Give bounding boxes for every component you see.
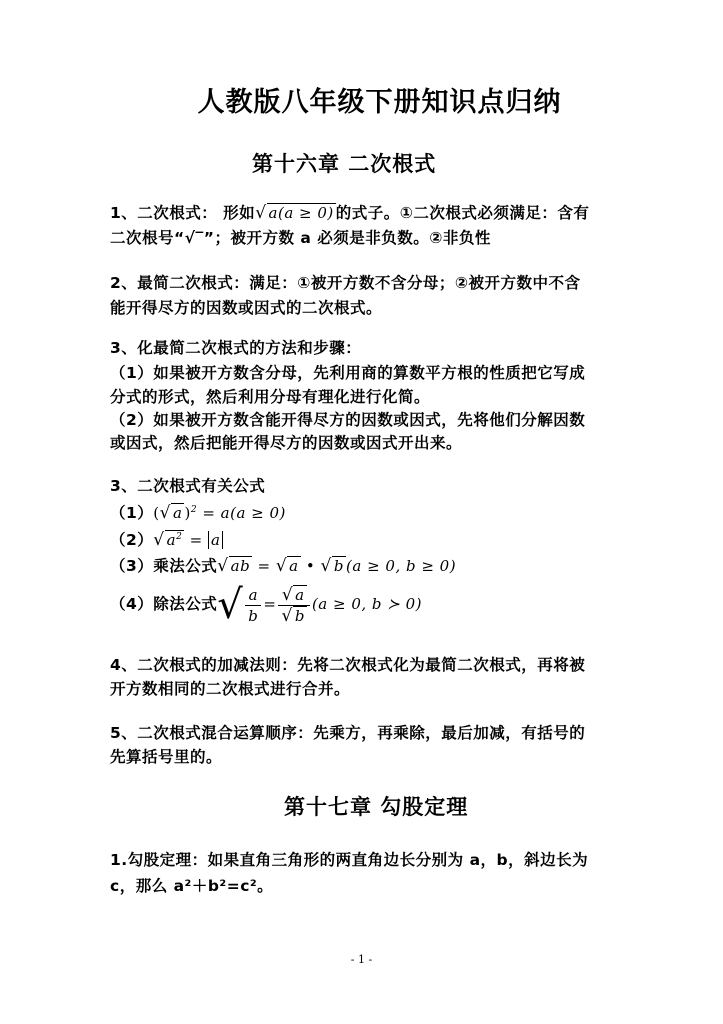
formula-1-expression: (√ a )$^2$ = a(a ≥ 0): [153, 503, 286, 523]
section-1-prefix: 1、二次根式： 形如: [110, 204, 256, 222]
formula-2: [110, 523, 223, 554]
section-4-line-1: 4、二次根式的加减法则：先将二次根式化为最简二次根式，再将被: [110, 656, 586, 674]
formula-4-condition: (a ≥ 0, b ≻ 0): [311, 595, 423, 613]
section-1-line-2: 二次根号“√‾”；被开方数 a 必须是非负数。②非负性: [110, 229, 491, 247]
section-4-line-2: 开方数相同的二次根式进行合并。: [110, 680, 351, 698]
pythagoras-line-1: 1.勾股定理：如果直角三角形的两直角边长分别为 a，b，斜边长为: [110, 851, 589, 869]
formula-2-expression: √ $a^2 = a$: [153, 531, 223, 549]
section-3-line-3: 分式的形式，然后利用分母有理化进行化简。: [110, 388, 431, 406]
formula-4-expression: √ $\frac{a}{b}$ = $\frac{√ a}{√ b}$ (a ≥ 0, b ≻ 0): [217, 582, 423, 628]
formula-4-label: （4）除法公式: [110, 595, 218, 613]
section-5-line-2: 先算括号里的。: [110, 748, 223, 766]
section-2-line-2: 能开得尽方的因数或因式的二次根式。: [110, 299, 383, 317]
section-3-line-2: （1）如果被开方数含分母，先利用商的算数平方根的性质把它写成: [110, 364, 586, 382]
formulas-heading: 3、二次根式有关公式: [110, 477, 266, 495]
formula-3-label: （3）乘法公式: [110, 557, 218, 575]
formula-2-label: （2）: [110, 531, 154, 549]
page-title: 人教版八年级下册知识点归纳: [197, 87, 562, 118]
formula-3-condition: (a ≥ 0, b ≥ 0): [346, 557, 457, 575]
formula-1-label: （1）: [110, 504, 154, 522]
section-2-line-1: 2、最简二次根式：满足：①被开方数不含分母；②被开方数中不含: [110, 274, 581, 292]
formula-3-expression: √ ab = √ a • √ b (a ≥ 0, b ≥ 0): [217, 556, 457, 576]
section-5-line-1: 5、二次根式混合运算顺序：先乘方，再乘除，最后加减，有括号的: [110, 724, 586, 742]
formula-4: [110, 582, 422, 626]
section-3-line-1: 3、化最简二次根式的方法和步骤：: [110, 339, 362, 357]
section-1-line-1: [110, 199, 589, 227]
page-number: - 1 -: [350, 953, 373, 966]
formula-1-rhs: = a(a ≥ 0): [202, 504, 286, 522]
section-1-suffix: 的式子。①二次根式必须满足：含有: [335, 204, 590, 222]
formula-3: [110, 552, 456, 580]
pythagoras-line-2: c，那么 a²＋b²=c²。: [110, 877, 274, 895]
section-3-line-5: 或因式，然后把能开得尽方的因数或因式开出来。: [110, 434, 463, 452]
section-3-line-4: （2）如果被开方数含能开得尽方的因数或因式，先将他们分解因数: [110, 411, 586, 429]
sqrt-a-condition: a(a ≥ 0): [268, 204, 334, 222]
sqrt-a-expression: √ a(a ≥ 0): [255, 203, 334, 223]
chapter-16-heading: 第十六章 二次根式: [252, 152, 437, 176]
chapter-17-heading: 第十七章 勾股定理: [284, 795, 469, 819]
